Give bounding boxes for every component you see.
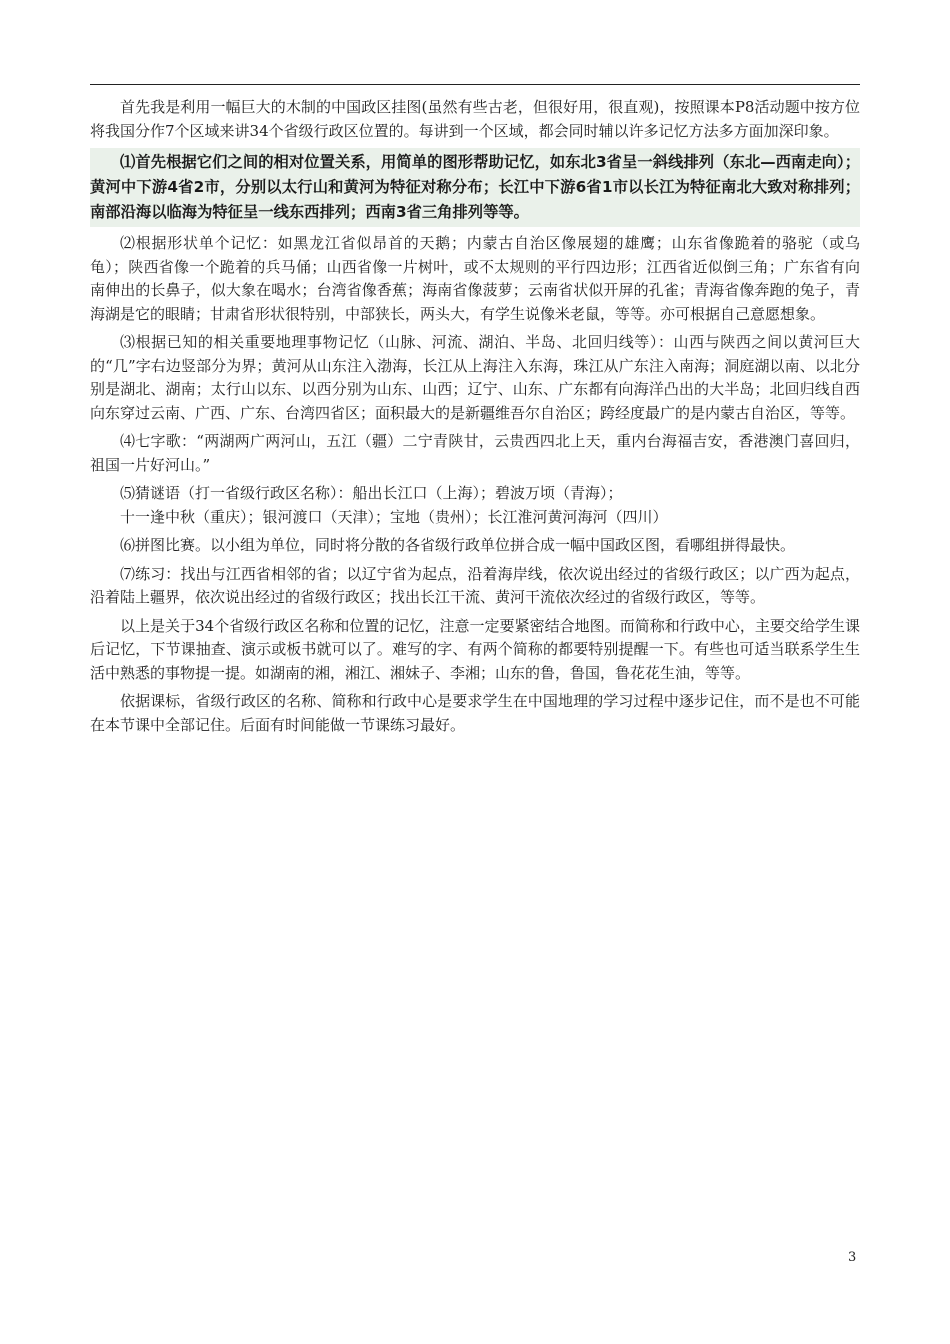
- paragraph-curriculum-note: 依据课标，省级行政区的名称、简称和行政中心是要求学生在中国地理的学习过程中逐步记住，而不是也不可能在本节课中全部记住。后面有时间能做一节课练习最好。: [90, 692, 860, 734]
- paragraph-method-1-highlighted: ⑴首先根据它们之间的相对位置关系，用简单的图形帮助记忆，如东北3省呈一斜线排列（东北—西南走向）；黄河中下游4省2市，分别以太行山和黄河为特征对称分布；长江中下游6省1市以长江为特征南北大致对称排列；南部沿海以临海为特征呈一线东西排列；西南3省三角排列等等。: [90, 148, 860, 227]
- paragraph-method-6: ⑹拼图比赛。以小组为单位，同时将分散的各省级行政单位拼合成一幅中国政区图，看哪组拼得最快。: [120, 536, 796, 554]
- paragraph-method-2: ⑵根据形状单个记忆：如黑龙江省似昂首的天鹅；内蒙古自治区像展翅的雄鹰；山东省像跪着的骆驼（或乌龟）；陕西省像一个跪着的兵马俑；山西省像一片树叶，或不太规则的平行四边形；江西省近似倒三角；广东省有向南伸出的长鼻子，似大象在喝水；台湾省像香蕉；海南省像菠萝；云南省状似开屏的孔雀；青海省像奔跑的兔子，青海湖是它的眼睛；甘肃省形状很特别，中部狭长，两头大，有学生说像米老鼠，等等。亦可根据自己意愿想象。: [90, 234, 860, 323]
- header-rule: [90, 84, 860, 85]
- paragraph-method-3: ⑶根据已知的相关重要地理事物记忆（山脉、河流、湖泊、半岛、北回归线等）：山西与陕西之间以黄河巨大的“几”字右边竖部分为界；黄河从山东注入渤海，长江从上海注入东海，珠江从广东注入南海；洞庭湖以南、以北分别是湖北、湖南；太行山以东、以西分别为山东、山西；辽宁、山东、广东都有向海洋凸出的大半岛；北回归线自西向东穿过云南、广西、广东、台湾四省区；面积最大的是新疆维吾尔自治区；跨经度最广的是内蒙古自治区，等等。: [90, 333, 860, 422]
- paragraph-method-7: ⑺练习：找出与江西省相邻的省；以辽宁省为起点，沿着海岸线，依次说出经过的省级行政区；以广西为起点，沿着陆上疆界，依次说出经过的省级行政区；找出长江干流、黄河干流依次经过的省级行政区，等等。: [90, 564, 860, 606]
- page-number: 3: [848, 1250, 857, 1265]
- paragraph-method-5: ⑸猜谜语（打一省级行政区名称）：船出长江口（上海）；碧波万顷（青海）；: [120, 484, 623, 502]
- paragraph-method-4: ⑷七字歌：“两湖两广两河山，五江（疆）二宁青陕甘，云贵西四北上天，重内台海福吉安，香港澳门喜回归，祖国一片好河山。”: [90, 432, 860, 474]
- paragraph-intro: 首先我是利用一幅巨大的木制的中国政区挂图(虽然有些古老，但很好用，很直观)，按照课本P8活动题中按方位将我国分作7个区域来讲34个省级行政区位置的。每讲到一个区域，都会同时辅以许多记忆方法多方面加深印象。: [90, 98, 860, 140]
- document-body: [90, 96, 860, 742]
- paragraph-summary: 以上是关于34个省级行政区名称和位置的记忆，注意一定要紧密结合地图。而简称和行政中心，主要交给学生课后记忆，下节课抽查、演示或板书就可以了。难写的字、有两个简称的都要特别提醒一下。有些也可适当联系学生生活中熟悉的事物提一提。如湖南的湘，湘江、湘妹子、李湘；山东的鲁，鲁国，鲁花花生油，等等。: [90, 616, 860, 682]
- paragraph-method-5-continued: 十一逢中秋（重庆）；银河渡口（天津）；宝地（贵州）；长江淮河黄河海河（四川）: [120, 507, 668, 526]
